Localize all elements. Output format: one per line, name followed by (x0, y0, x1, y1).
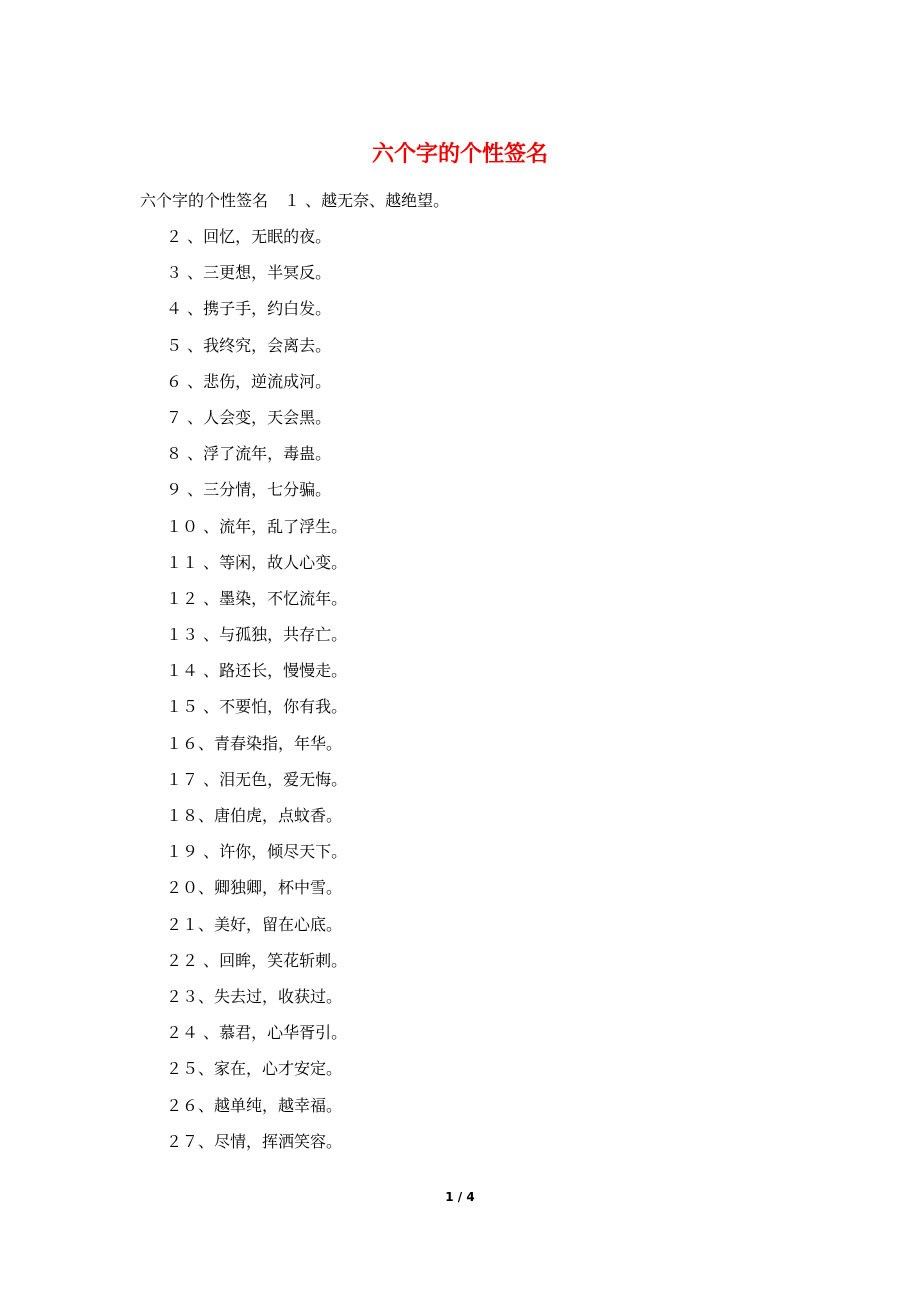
list-item: ２４ 、慕君，心华胥引。 (166, 1023, 348, 1043)
list-item: ２ 、回忆，无眠的夜。 (166, 227, 332, 246)
signature-list (166, 225, 347, 1166)
list-item: １３ 、与孤独，共存亡。 (166, 625, 348, 645)
list-item: １２ 、墨染，不忆流年。 (166, 588, 348, 608)
list-item: ２２ 、回眸，笑花斩刺。 (166, 950, 348, 970)
list-item: ９ 、三分情，七分骗。 (166, 480, 332, 500)
list-item: １９ 、许你，倾尽天下。 (166, 842, 348, 862)
list-item: ５ 、我终究，会离去。 (166, 335, 332, 355)
list-item: １５ 、不要怕，你有我。 (166, 697, 348, 717)
list-item: ６ 、悲伤，逆流成河。 (166, 371, 332, 391)
list-item: ２６、越单纯，越幸福。 (166, 1095, 343, 1115)
list-item: ４ 、携子手，约白发。 (166, 299, 332, 319)
page-number: 1 / 4 (445, 1190, 475, 1204)
page-title: 六个字的个性签名 (371, 142, 548, 167)
list-item: １４ 、路还长，慢慢走。 (166, 661, 348, 681)
list-item: ２５、家在，心才安定。 (166, 1059, 343, 1079)
list-item: １０ 、流年，乱了浮生。 (166, 516, 348, 536)
list-item: ２１、美好，留在心底。 (166, 914, 343, 934)
intro-line: 六个字的个性签名 １ 、越无奈、越绝望。 (140, 191, 450, 210)
list-item: ７ 、人会变，天会黑。 (166, 407, 332, 427)
list-item: １６、青春染指，年华。 (166, 733, 343, 753)
list-item: １１ 、等闲，故人心变。 (166, 552, 348, 572)
list-item: ２７、尽情，挥洒笑容。 (166, 1131, 343, 1151)
list-item: ２３、失去过，收获过。 (166, 986, 343, 1006)
list-item: １８、唐伯虎，点蚊香。 (166, 806, 343, 825)
list-item: ８ 、浮了流年，毒蛊。 (166, 444, 332, 464)
list-item: １７ 、泪无色，爱无悔。 (166, 769, 348, 789)
list-item: ３ 、三更想，半冥反。 (166, 263, 332, 283)
list-item: ２０、卿独卿，杯中雪。 (166, 878, 343, 898)
